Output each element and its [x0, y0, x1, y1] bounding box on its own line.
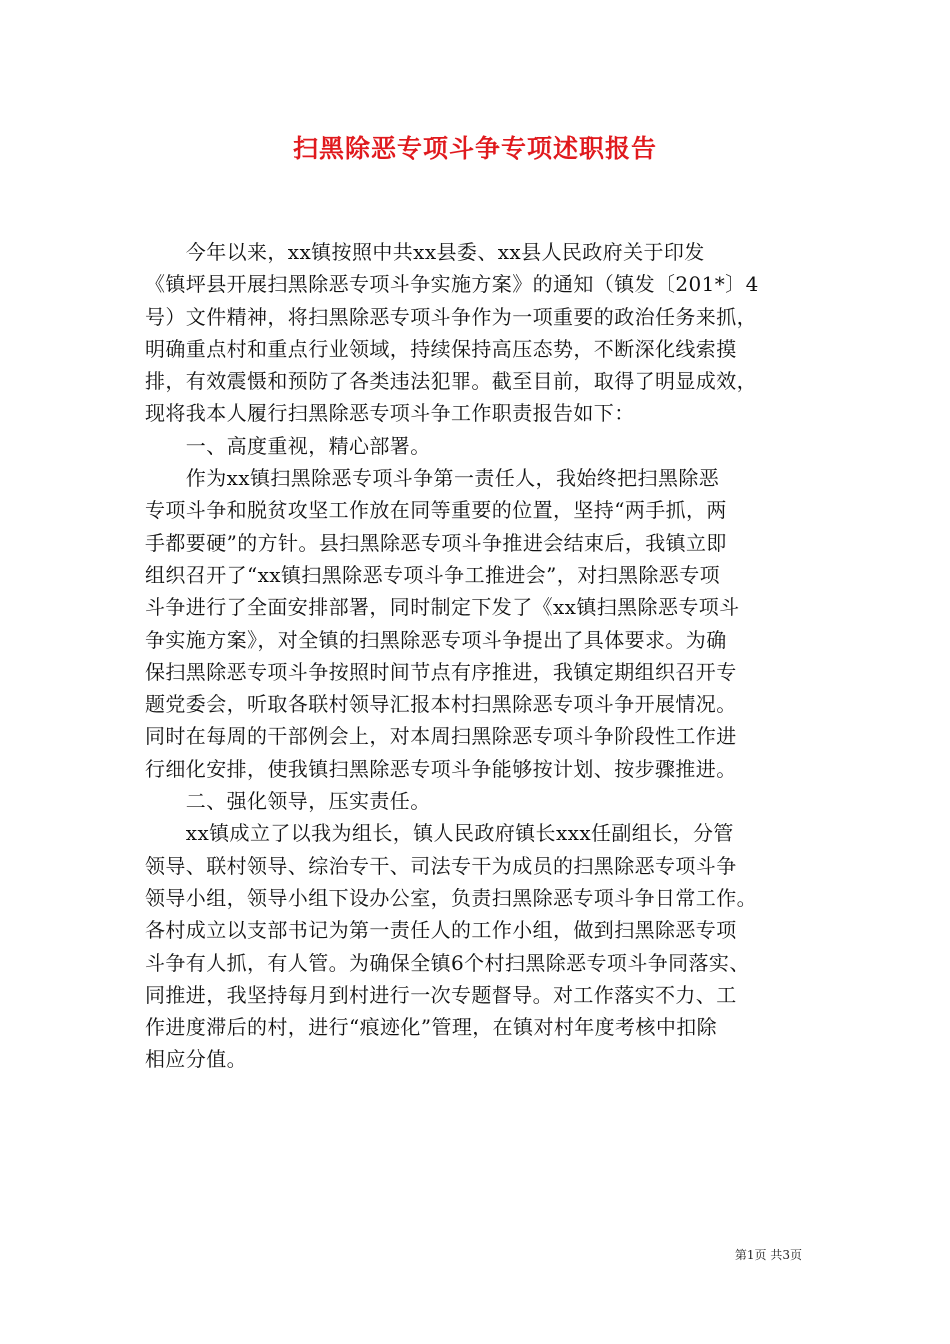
body-line: 排，有效震慑和预防了各类违法犯罪。截至目前，取得了明显成效，: [145, 369, 757, 394]
body-line: 组织召开了“xx镇扫黑除恶专项斗争工推进会”，对扫黑除恶专项: [145, 562, 721, 587]
body-line: 各村成立以支部书记为第一责任人的工作小组，做到扫黑除恶专项: [145, 918, 737, 943]
body-line: 同时在每周的干部例会上，对本周扫黑除恶专项斗争阶段性工作进: [145, 724, 737, 749]
body-line: 相应分值。: [145, 1047, 247, 1072]
body-line: 领导、联村领导、综治专干、司法专干为成员的扫黑除恶专项斗争: [145, 853, 737, 878]
body-line: 手都要硬”的方针。县扫黑除恶专项斗争推进会结束后，我镇立即: [145, 530, 727, 555]
body-line: xx镇成立了以我为组长，镇人民政府镇长xxx任副组长，分管: [145, 821, 734, 846]
body-line: 《镇坪县开展扫黑除恶专项斗争实施方案》的通知（镇发〔201*〕4: [145, 272, 759, 297]
body-line: 明确重点村和重点行业领域，持续保持高压态势，不断深化线索摸: [145, 336, 737, 361]
body-line: 题党委会，听取各联村领导汇报本村扫黑除恶专项斗争开展情况。: [145, 692, 737, 717]
body-line: 保扫黑除恶专项斗争按照时间节点有序推进，我镇定期组织召开专: [145, 659, 737, 684]
body-line: 行细化安排，使我镇扫黑除恶专项斗争能够按计划、按步骤推进。: [145, 756, 737, 781]
body-line: 现将我本人履行扫黑除恶专项斗争工作职责报告如下：: [145, 401, 635, 426]
body-line: 作为xx镇扫黑除恶专项斗争第一责任人，我始终把扫黑除恶: [145, 466, 720, 491]
body-line: 号）文件精神，将扫黑除恶专项斗争作为一项重要的政治任务来抓，: [145, 304, 757, 329]
page-number: 第1页 共3页: [734, 1248, 802, 1262]
document-title: 扫黑除恶专项斗争专项述职报告: [292, 134, 657, 163]
body-line: 斗争有人抓，有人管。为确保全镇6个村扫黑除恶专项斗争同落实、: [145, 950, 750, 975]
body-line: 专项斗争和脱贫攻坚工作放在同等重要的位置，坚持“两手抓，两: [145, 498, 727, 523]
body-line: 领导小组，领导小组下设办公室，负责扫黑除恶专项斗争日常工作。: [145, 885, 757, 910]
section-heading: 二、强化领导，压实责任。: [145, 789, 431, 814]
body-line: 今年以来，xx镇按照中共xx县委、xx县人民政府关于印发: [145, 240, 705, 264]
body-line: 争实施方案》，对全镇的扫黑除恶专项斗争提出了具体要求。为确: [145, 627, 727, 652]
body-line: 斗争进行了全面安排部署，同时制定下发了《xx镇扫黑除恶专项斗: [145, 595, 740, 620]
document-body: [145, 236, 805, 1076]
section-heading: 一、高度重视，精心部署。: [145, 433, 431, 458]
body-line: 同推进，我坚持每月到村进行一次专题督导。对工作落实不力、工: [145, 982, 737, 1007]
body-line: 作进度滞后的村，进行“痕迹化”管理，在镇对村年度考核中扣除: [145, 1015, 718, 1040]
